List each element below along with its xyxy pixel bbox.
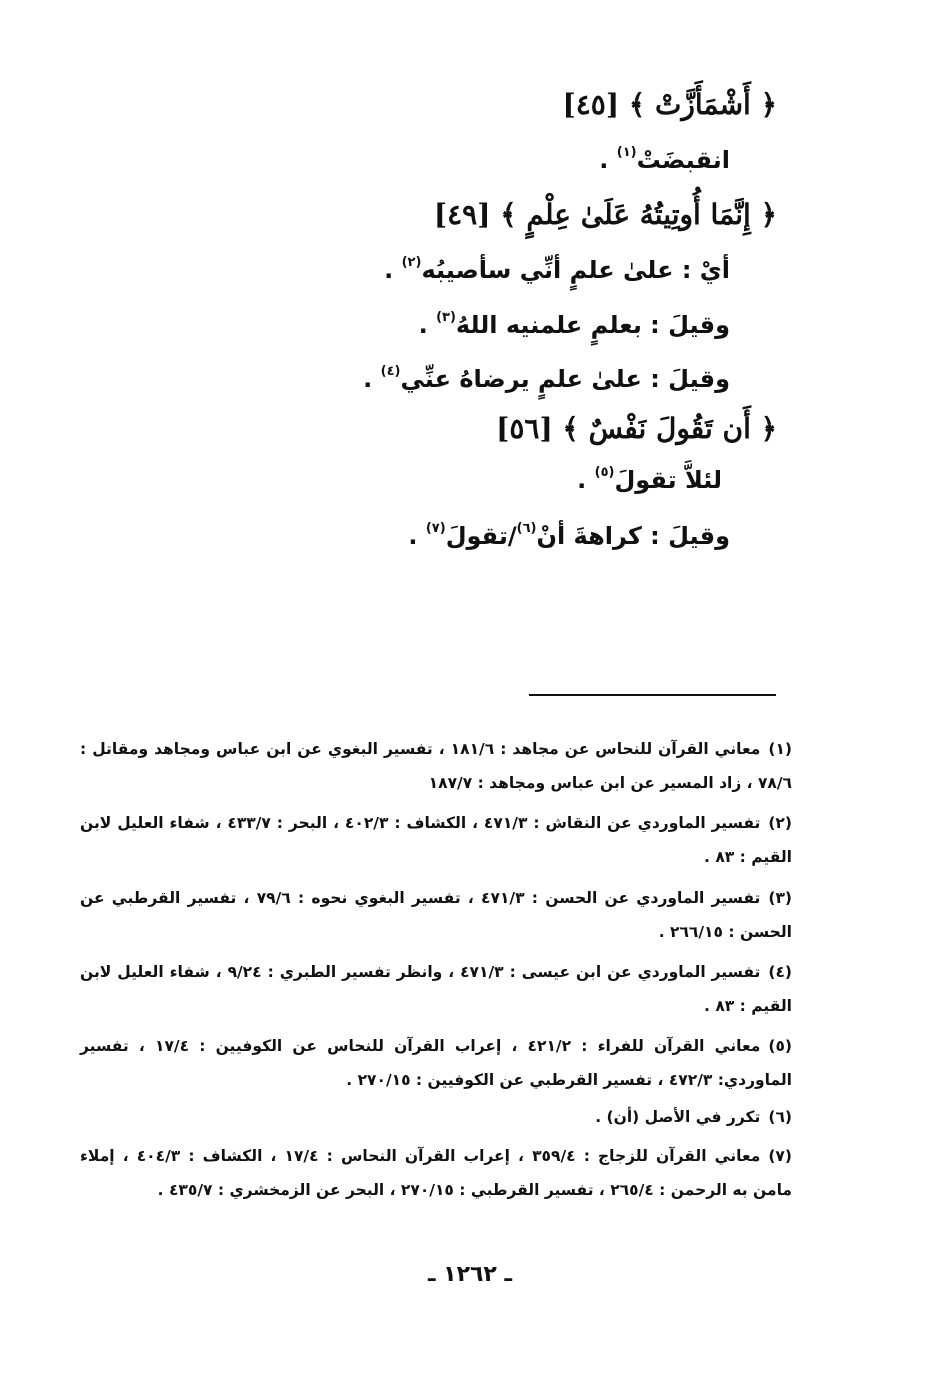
footnote-3 [80, 881, 792, 949]
gloss-tail: . [363, 365, 381, 393]
footnote-5 [80, 1029, 792, 1097]
footnote-ref: (١) [616, 145, 637, 160]
verse-text: ﴿ أَشْمَأَزَّتْ ﴾ [٤٥] [562, 88, 777, 121]
footnote-ref: (٢) [401, 255, 422, 270]
footnote-ref: (٥) [594, 465, 615, 480]
footnote-number: (٧) [768, 1147, 792, 1165]
footnote-text: تكرر في الأصل (أن) . [595, 1108, 761, 1126]
footnote-ref: (٤) [380, 364, 401, 379]
footnote-number: (٦) [768, 1108, 792, 1126]
gloss-tail: . [577, 466, 595, 494]
gloss-tail: . [599, 146, 617, 174]
footnote-number: (٤) [768, 963, 792, 981]
gloss-line-1 [599, 145, 730, 174]
page-number: ـ ١٢٦٢ ـ [427, 1262, 513, 1287]
verse-line-1 [563, 88, 777, 121]
gloss-text: وقيلَ : علىٰ علمٍ يرضاهُ عنِّي [400, 365, 730, 393]
footnote-7 [80, 1139, 792, 1207]
footnote-ref: (٣) [436, 310, 456, 325]
gloss-text: وقيلَ : كراهةَ أنْ [536, 522, 730, 550]
verse-line-2 [434, 198, 777, 231]
footnote-text: معاني القرآن للفراء : ٤٢١/٢ ، إعراب القرآن للنحاس عن الكوفيين : ١٧/٤ ، تفسير الماوردي: ٤٧٢/٣ ، تفسير القرطبي عن الكوفيين : ٢٧٠/١٥ . [80, 1037, 792, 1089]
verse-line-3 [496, 412, 777, 445]
footnote-separator [529, 694, 776, 696]
verse-text: ﴿ أَن تَقُولَ نَفْسٌ ﴾ [٥٦] [496, 412, 777, 445]
footnote-6 [80, 1100, 792, 1134]
gloss-text: أيْ : علىٰ علمٍ أنِّي سأصيبُه [421, 256, 730, 284]
gloss-line-5 [577, 465, 722, 494]
footnote-number: (٥) [768, 1037, 792, 1055]
gloss-line-4 [363, 364, 730, 393]
footnote-4 [80, 955, 792, 1023]
gloss-text: انقبضَتْ [636, 146, 730, 174]
gloss-mid: /تقولَ [445, 522, 517, 550]
footnote-number: (٣) [768, 889, 792, 907]
gloss-tail: . [408, 522, 426, 550]
gloss-line-6 [408, 521, 730, 550]
footnote-number: (٢) [768, 814, 792, 832]
footnote-text: معاني القرآن للنحاس عن مجاهد : ١٨١/٦ ، تفسير البغوي عن ابن عباس ومجاهد ومقاتل : ٧٨/٦ ، زاد المسير عن ابن عباس ومجاهد : ١٨٧/٧ [80, 740, 792, 792]
footnote-text: تفسير الماوردي عن النقاش : ٤٧١/٣ ، الكشاف : ٤٠٢/٣ ، البحر : ٤٣٣/٧ ، شفاء العليل لابن القيم : ٨٣ . [80, 814, 792, 866]
footnote-text: تفسير الماوردي عن ابن عيسى : ٤٧١/٣ ، وانظر تفسير الطبري : ٩/٢٤ ، شفاء العليل لابن القيم : ٨٣ . [80, 963, 792, 1015]
footnote-ref: (٦) [516, 521, 537, 536]
footnote-1 [80, 732, 792, 800]
gloss-tail: . [418, 311, 437, 339]
verse-text: ﴿ إِنَّمَا أُوتِيتُهُ عَلَىٰ عِلْمٍ ﴾ [٤٩] [433, 198, 777, 231]
footnote-text: تفسير الماوردي عن الحسن : ٤٧١/٣ ، تفسير البغوي نحوه : ٧٩/٦ ، تفسير القرطبي عن الحسن : ٢٦٦/١٥ . [80, 889, 792, 941]
gloss-text: لئلاَّ تقولَ [614, 466, 722, 494]
footnote-text: معاني القرآن للزجاج : ٣٥٩/٤ ، إعراب القرآن النحاس : ١٧/٤ ، الكشاف : ٤٠٤/٣ ، إملاء مامن به الرحمن : ٢٦٥/٤ ، تفسير القرطبي : ٢٧٠/١٥ ، البحر عن الزمخشري : ٤٣٥/٧ . [80, 1147, 792, 1199]
gloss-text: وقيلَ : بعلمٍ علمنيه اللهُ [455, 311, 730, 339]
gloss-tail: . [384, 256, 402, 284]
footnote-number: (١) [768, 740, 792, 758]
gloss-line-3 [419, 310, 730, 339]
gloss-line-2 [384, 255, 730, 284]
footnote-ref: (٧) [425, 521, 446, 536]
footnote-2 [80, 806, 792, 874]
